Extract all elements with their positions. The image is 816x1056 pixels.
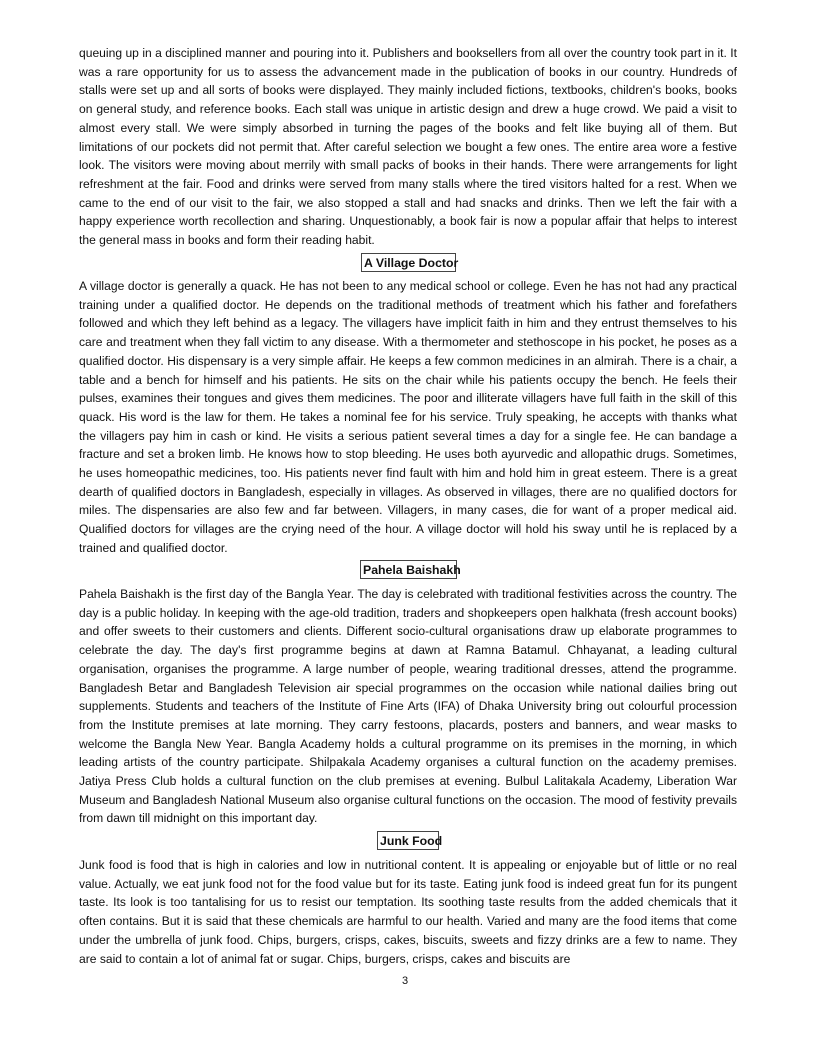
page-number: 3 — [401, 975, 409, 987]
pahela-baishakh-heading: Pahela Baishakh — [360, 560, 457, 579]
book-fair-paragraph: queuing up in a disciplined manner and pouring into it. Publishers and booksellers from all over the country took part in it. It was a rare opportunity for us to assess the advancement made in the publication of books in our country. Hundreds of stalls were set up and all sorts of books were displayed. They mainly included fictions, textbooks, children's books, books on general study, and reference books. Each stall was unique in artistic design and drew a huge crowd. We paid a visit to almost every stall. We were simply absorbed in turning the pages of the books and felt like buying all of them. But limitations of our pockets did not permit that. After careful selection we bought a few ones. The entire area wore a festive look. The visitors were moving about merrily with small packs of books in their hands. There were arrangements for light refreshment at the fair. Food and drinks were served from many stalls where the tired visitors halted for a rest. When we came to the end of our visit to the fair, we also stopped a stall and had snacks and drinks. Then we left the fair with a happy experience worth recollection and sharing. Unquestionably, a book fair is now a popular affair that helps to interest the general mass in books and form their reading habit. — [79, 46, 737, 248]
village-doctor-paragraph: A village doctor is generally a quack. He has not been to any medical school or college. Even he has not had any practical training under a qualified doctor. He depends on the traditional methods of treatment which his father and forefathers followed and which they left behind as a legacy. The villagers have implicit faith in him and they entrust themselves to his care and treatment when they fall victim to any disease. With a thermometer and stethoscope in his pocket, he poses as a qualified doctor. His dispensary is a very simple affair. He keeps a few common medicines in an almirah. There is a chair, a table and a bench for himself and his patients. He sits on the chair while his patients occupy the bench. He feels their pulses, examines their tongues and gives them medicines. The poor and illiterate villagers have full faith in the skill of this quack. His word is the law for them. He takes a nominal fee for his service. Truly speaking, he accepts with thanks what the villagers pay him in cash or kind. He visits a serious patient several times a day for a single fee. He can bandage a fracture and set a broken limb. He knows how to stop bleeding. He uses both ayurvedic and allopathic drugs. Sometimes, he uses homeopathic medicines, too. His patients never find fault with him and hold him in great esteem. There is a great dearth of qualified doctors in Bangladesh, especially in villages. As observed in villages, there are no qualified doctors for miles. The dispensaries are also few and far between. Villagers, in many cases, die for want of a proper medical aid. Qualified doctors for villages are the crying need of the hour. A village doctor will hold his sway until he is replaced by a trained and qualified doctor. — [79, 279, 737, 555]
junk-food-heading: Junk Food — [377, 831, 439, 850]
village-doctor-heading: A Village Doctor — [361, 253, 456, 272]
junk-food-paragraph: Junk food is food that is high in calories and low in nutritional content. It is appealing or enjoyable but of little or no real value. Actually, we eat junk food not for the food value but for its taste. Eating junk food is indeed great fun for its pungent taste. Its look is too tantalising for us to resist our temptation. Its soothing taste results from the added chemicals that it often contains. But it is said that these chemicals are harmful to our health. Varied and many are the food items that come under the umbrella of junk food. Chips, burgers, crisps, cakes, biscuits, sweets and fizzy drinks are a few to name. They are said to contain a lot of animal fat or sugar. Chips, burgers, crisps, cakes and biscuits are — [79, 858, 737, 966]
pahela-baishakh-paragraph: Pahela Baishakh is the first day of the Bangla Year. The day is celebrated with traditional festivities across the country. The day is a public holiday. In keeping with the age-old tradition, traders and shopkeepers open halkhata (fresh account books) and offer sweets to their customers and clients. Different socio-cultural organisations draw up elaborate programmes to celebrate the day. The day's first programme begins at dawn at Ramna Batamul. Chhayanat, a leading cultural organisation, organises the programme. A large number of people, wearing traditional dresses, attend the programme. Bangladesh Betar and Bangladesh Television air special programmes on the occasion while national dailies bring out supplements. Students and teachers of the Institute of Fine Arts (IFA) of Dhaka University bring out colourful procession from the Institute premises at late morning. They carry festoons, placards, posters and banners, and wear masks to welcome the Bangla New Year. Bangla Academy holds a cultural programme on its premises in the morning, in which leading artists of the country participate. Shilpakala Academy organises a cultural function on the academy premises. Jatiya Press Club holds a cultural function on the club premises at evening. Bulbul Lalitakala Academy, Liberation War Museum and Bangladesh National Museum also organise cultural functions on the occasion. The mood of festivity prevails from dawn till midnight on this important day. — [79, 587, 737, 826]
